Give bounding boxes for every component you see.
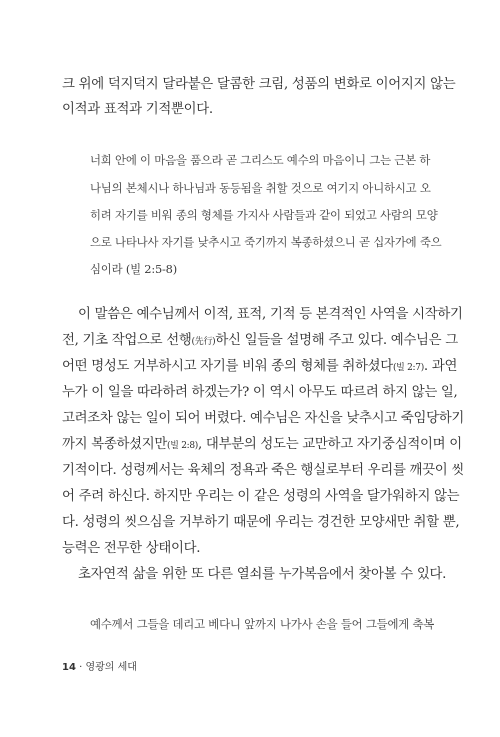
scripture-reference: 심이라 (빌 2:5-8) [90, 262, 177, 276]
verse-reference: (빌 2:8) [167, 441, 199, 451]
body-line: 까지 복종하셨지만(빌 2:8), 대부분의 성도는 교만하고 자기중심적이며 이 [62, 437, 462, 452]
hanja-annotation: (先行) [191, 337, 216, 347]
scripture-quote-line: 히려 자기를 비워 종의 형체를 가지사 사람들과 같이 되었고 사람의 모양 [90, 208, 438, 222]
scripture-quote-line: 으로 나타나사 자기를 낮추시고 죽기까지 복종하셨으니 곧 십자가에 죽으 [90, 235, 442, 249]
body-line: 초자연적 삶을 위한 또 다른 열쇠를 누가복음에서 찾아볼 수 있다. [78, 567, 447, 582]
body-line: 전, 기초 작업으로 선행(先行)하신 일들을 설명해 주고 있다. 예수님은 그 [62, 333, 458, 348]
scripture-quote-line: 나님의 본체시나 하나님과 동등됨을 취할 것으로 여기지 아니하시고 오 [90, 181, 431, 195]
intro-line: 이적과 표적과 기적뿐이다. [62, 102, 213, 117]
scripture-quote-line: 너희 안에 이 마음을 품으라 곧 그리스도 예수의 마음이니 그는 근본 하 [90, 153, 431, 167]
footer-separator: · [79, 662, 83, 673]
body-line: 고려조차 않는 일이 되어 버렸다. 예수님은 자신을 낮추시고 죽임당하기 [62, 411, 465, 426]
body-line: 다. 성령의 씻으심을 거부하기 때문에 우리는 경건한 모양새만 취할 뿐, [62, 515, 460, 530]
body-line: 어떤 명성도 거부하시고 자기를 비워 종의 형체를 취하셨다(빌 2:7). 과연 [62, 359, 458, 374]
verse-reference: (빌 2:7) [392, 363, 424, 373]
body-line: 기적이다. 성령께서는 육체의 정욕과 죽은 행실로부터 우리를 깨끗이 씻 [62, 463, 465, 478]
body-line: 이 말씀은 예수님께서 이적, 표적, 기적 등 본격적인 사역을 시작하기 [78, 307, 463, 322]
page-footer [62, 658, 137, 673]
scripture-quote-line: 예수께서 그들을 데리고 베다니 앞까지 나가사 손을 들어 그들에게 축복 [90, 617, 435, 631]
body-line: 어 주려 하신다. 하지만 우리는 이 같은 성령의 사역을 달가워하지 않는 [62, 489, 460, 504]
body-line: 능력은 전무한 상태이다. [62, 541, 201, 556]
body-line: 누가 이 일을 따라하려 하겠는가? 이 역시 아무도 따르려 하지 않는 일, [62, 385, 458, 400]
page-number: 14 [62, 662, 76, 673]
book-title: 영광의 세대 [85, 662, 137, 673]
intro-line: 크 위에 덕지덕지 달라붙은 달콤한 크림, 성품의 변화로 이어지지 않는 [62, 77, 456, 92]
